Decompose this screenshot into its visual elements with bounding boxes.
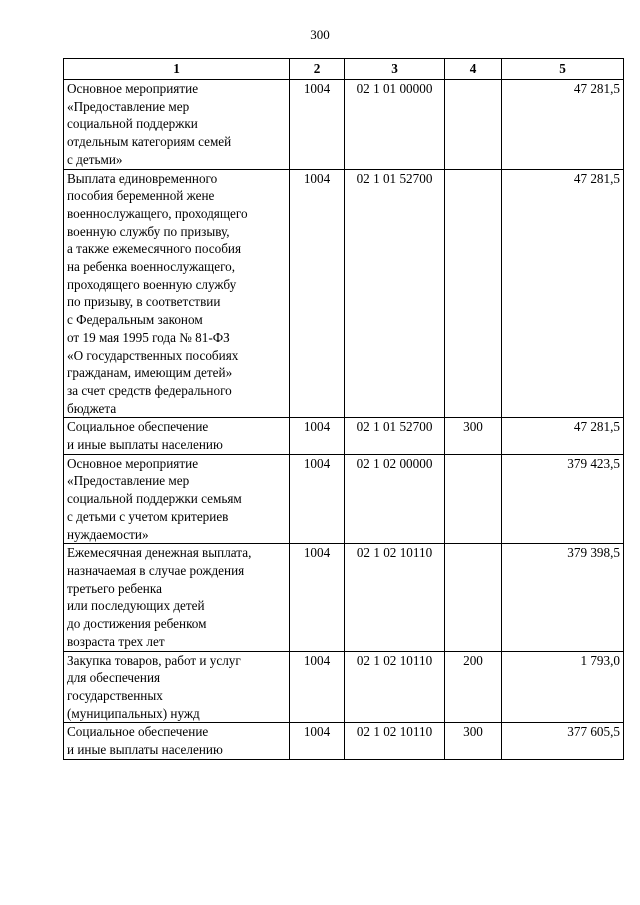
amount-cell: 47 281,5 bbox=[502, 418, 624, 454]
row-name-line: третьего ребенка bbox=[67, 580, 162, 596]
row-name-line: а также ежемесячного пособия bbox=[67, 241, 242, 257]
row-name-line: Закупка товаров, работ и услуг bbox=[67, 652, 241, 668]
article-code-cell: 02 1 02 00000 bbox=[345, 454, 445, 544]
row-name-line: Основное мероприятие bbox=[67, 81, 199, 96]
row-name-line: назначаемая в случае рождения bbox=[67, 562, 245, 578]
expense-kind-cell: 300 bbox=[445, 723, 502, 759]
row-name-cell bbox=[64, 544, 290, 651]
section-code-cell: 1004 bbox=[290, 80, 345, 170]
expense-kind-cell bbox=[445, 544, 502, 651]
row-name-line: пособия беременной жене bbox=[67, 188, 215, 204]
row-name-line: за счет средств федерального bbox=[67, 382, 232, 398]
row-name-line: гражданам, имеющим детей» bbox=[67, 365, 233, 381]
article-code-cell: 02 1 02 10110 bbox=[345, 651, 445, 723]
section-code-cell: 1004 bbox=[290, 454, 345, 544]
page-number: 300 bbox=[310, 27, 330, 42]
row-name-line: или последующих детей bbox=[67, 598, 205, 614]
article-code-cell: 02 1 01 52700 bbox=[345, 418, 445, 454]
row-name-line: нуждаемости» bbox=[67, 526, 149, 542]
amount-cell: 47 281,5 bbox=[502, 169, 624, 418]
row-name-cell bbox=[64, 723, 290, 759]
row-name-line: на ребенка военнослужащего, bbox=[67, 259, 236, 275]
table-row bbox=[64, 651, 624, 723]
row-name-line: с детьми» bbox=[67, 151, 123, 167]
row-name-line: для обеспечения bbox=[67, 670, 161, 686]
row-name-line: Выплата единовременного bbox=[67, 170, 218, 186]
expense-kind-cell: 300 bbox=[445, 418, 502, 454]
table-row bbox=[64, 723, 624, 759]
table-row bbox=[64, 169, 624, 418]
table-row bbox=[64, 454, 624, 544]
section-code-cell: 1004 bbox=[290, 544, 345, 651]
expense-kind-cell: 200 bbox=[445, 651, 502, 723]
amount-cell: 379 398,5 bbox=[502, 544, 624, 651]
article-code-cell: 02 1 02 10110 bbox=[345, 723, 445, 759]
row-name-line: военнослужащего, проходящего bbox=[67, 205, 248, 221]
budget-table bbox=[63, 58, 624, 760]
row-name-cell bbox=[64, 418, 290, 454]
table-row bbox=[64, 418, 624, 454]
row-name-line: Ежемесячная денежная выплата, bbox=[67, 545, 252, 561]
row-name-cell bbox=[64, 80, 290, 170]
row-name-line: с Федеральным законом bbox=[67, 312, 203, 328]
row-name-line: возраста трех лет bbox=[67, 633, 165, 649]
header-col-1: 1 bbox=[64, 59, 290, 80]
row-name-cell bbox=[64, 454, 290, 544]
amount-cell: 379 423,5 bbox=[502, 454, 624, 544]
section-code-cell: 1004 bbox=[290, 651, 345, 723]
amount-cell: 1 793,0 bbox=[502, 651, 624, 723]
row-name-line: проходящего военную службу bbox=[67, 276, 237, 292]
expense-kind-cell bbox=[445, 454, 502, 544]
row-name-line: от 19 мая 1995 года № 81-ФЗ bbox=[67, 329, 230, 345]
row-name-line: «Предоставление мер bbox=[67, 473, 190, 489]
row-name-line: социальной поддержки bbox=[67, 116, 198, 132]
row-name-line: до достижения ребенком bbox=[67, 616, 207, 632]
header-col-5: 5 bbox=[502, 59, 624, 80]
header-col-3: 3 bbox=[345, 59, 445, 80]
row-name-line: с детьми с учетом критериев bbox=[67, 508, 229, 524]
amount-cell: 47 281,5 bbox=[502, 80, 624, 170]
row-name-line: и иные выплаты населению bbox=[67, 742, 223, 758]
row-name-line: и иные выплаты населению bbox=[67, 437, 223, 453]
amount-cell: 377 605,5 bbox=[502, 723, 624, 759]
row-name-line: военную службу по призыву, bbox=[67, 223, 230, 239]
table-header bbox=[64, 59, 624, 80]
row-name-line: отдельным категориям семей bbox=[67, 134, 232, 150]
header-row bbox=[64, 59, 624, 80]
table-body bbox=[64, 80, 624, 760]
row-name-line: социальной поддержки семьям bbox=[67, 491, 242, 507]
row-name-line: государственных bbox=[67, 687, 163, 703]
article-code-cell: 02 1 02 10110 bbox=[345, 544, 445, 651]
row-name-line: Основное мероприятие bbox=[67, 455, 199, 471]
table-row bbox=[64, 544, 624, 651]
row-name-line: Социальное обеспечение bbox=[67, 724, 209, 740]
row-name-cell bbox=[64, 169, 290, 418]
header-col-2: 2 bbox=[290, 59, 345, 80]
section-code-cell: 1004 bbox=[290, 418, 345, 454]
row-name-line: «О государственных пособиях bbox=[67, 347, 239, 363]
section-code-cell: 1004 bbox=[290, 169, 345, 418]
section-code-cell: 1004 bbox=[290, 723, 345, 759]
article-code-cell: 02 1 01 52700 bbox=[345, 169, 445, 418]
row-name-line: бюджета bbox=[67, 400, 117, 416]
expense-kind-cell bbox=[445, 80, 502, 170]
row-name-line: (муниципальных) нужд bbox=[67, 705, 200, 721]
header-col-4: 4 bbox=[445, 59, 502, 80]
expense-kind-cell bbox=[445, 169, 502, 418]
table-row bbox=[64, 80, 624, 170]
row-name-line: Социальное обеспечение bbox=[67, 419, 209, 435]
article-code-cell: 02 1 01 00000 bbox=[345, 80, 445, 170]
row-name-line: по призыву, в соответствии bbox=[67, 294, 221, 310]
row-name-line: «Предоставление мер bbox=[67, 98, 190, 114]
row-name-cell bbox=[64, 651, 290, 723]
